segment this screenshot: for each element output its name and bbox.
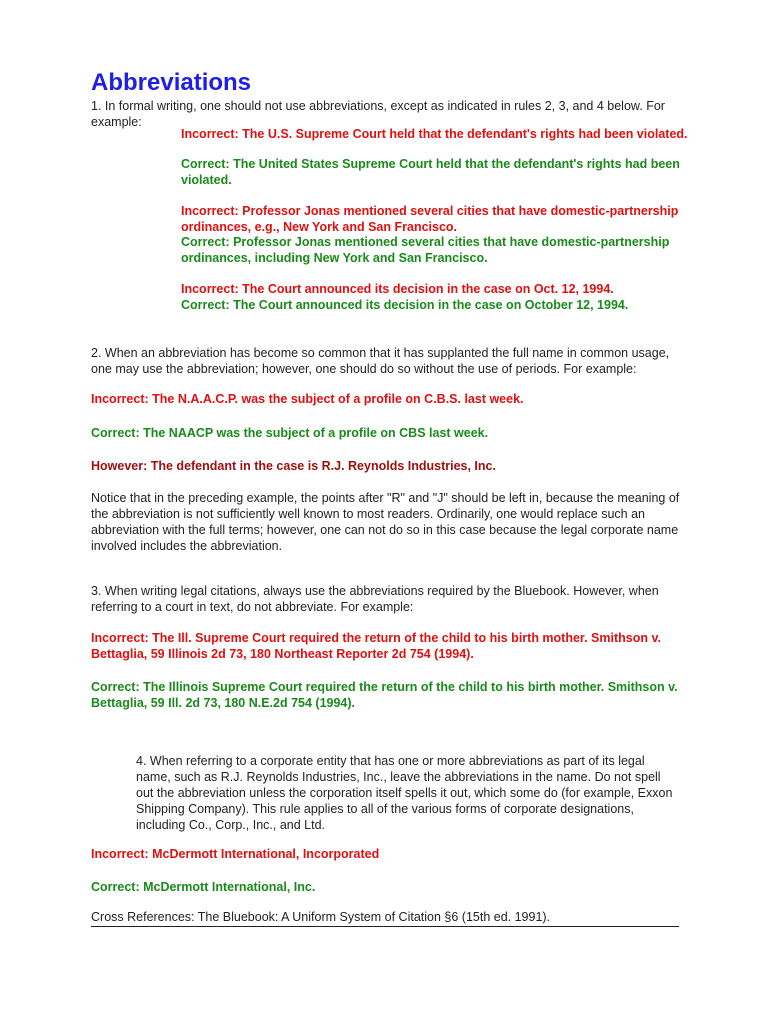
- rule-1-example-1-incorrect: Incorrect: The U.S. Supreme Court held that the defendant's rights had been violated.: [181, 127, 688, 141]
- rule-1-example-2-correct: Correct: Professor Jonas mentioned several cities that have domestic-partnership ordinances, including New York and San Francisco.: [181, 235, 670, 265]
- rule-4-correct: Correct: McDermott International, Inc.: [91, 880, 316, 894]
- page-title: Abbreviations: [91, 69, 252, 96]
- rule-1-example-3-correct: Correct: The Court announced its decision in the case on October 12, 1994.: [181, 298, 629, 312]
- rule-2-however: However: The defendant in the case is R.J. Reynolds Industries, Inc.: [91, 459, 496, 473]
- rule-1-example-2-incorrect: Incorrect: Professor Jonas mentioned several cities that have domestic-partnership ordinances, e.g., New York and San Francisco.: [181, 204, 679, 234]
- rule-1-example-1-correct: Correct: The United States Supreme Court held that the defendant's rights had been violated.: [181, 157, 680, 187]
- cross-references: Cross References: The Bluebook: A Uniform System of Citation §6 (15th ed. 1991).: [91, 909, 679, 927]
- rule-3-incorrect: Incorrect: The Ill. Supreme Court required the return of the child to his birth mother. Smithson v. Bettaglia, 59 Illinois 2d 73, 180 Northeast Reporter 2d 754 (1994).: [91, 631, 661, 661]
- rule-2-correct: Correct: The NAACP was the subject of a profile on CBS last week.: [91, 426, 489, 440]
- rule-2-incorrect: Incorrect: The N.A.A.C.P. was the subject of a profile on C.B.S. last week.: [91, 392, 524, 406]
- rule-1-example-3-incorrect: Incorrect: The Court announced its decision in the case on Oct. 12, 1994.: [181, 282, 614, 296]
- rule-3-correct: Correct: The Illinois Supreme Court required the return of the child to his birth mother. Smithson v. Bettaglia, 59 Ill. 2d 73, 180 N.E.2d 754 (1994).: [91, 680, 678, 710]
- rule-4-text: 4. When referring to a corporate entity that has one or more abbreviations as part of its legal name, such as R.J. Reynolds Industries, Inc., leave the abbreviations in the name. Do not spell out the abbreviation unless the corporation itself spells it out, which some do (for example, Exxon Shipping Company). This rule applies to all of the various forms of corporate designations, including Co., Corp., Inc., and Ltd.: [136, 754, 673, 832]
- rule-1-text: 1. In formal writing, one should not use abbreviations, except as indicated in rules 2, 3, and 4 below. For example:: [91, 99, 665, 129]
- rule-2-text: 2. When an abbreviation has become so common that it has supplanted the full name in common usage, one may use the abbreviation; however, one should do so without the use of periods. For example:: [91, 346, 670, 376]
- rule-3-text: 3. When writing legal citations, always use the abbreviations required by the Bluebook. However, when referring to a court in text, do not abbreviate. For example:: [91, 584, 659, 614]
- rule-4-incorrect: Incorrect: McDermott International, Incorporated: [91, 847, 380, 861]
- rule-2-notice: Notice that in the preceding example, the points after "R" and "J" should be left in, because the meaning of the abbreviation is not sufficiently well known to most readers. Ordinarily, one would replace such an abbreviation with the full terms; however, one can not do so in this case because the legal corporate name involved includes the abbreviation.: [91, 491, 680, 553]
